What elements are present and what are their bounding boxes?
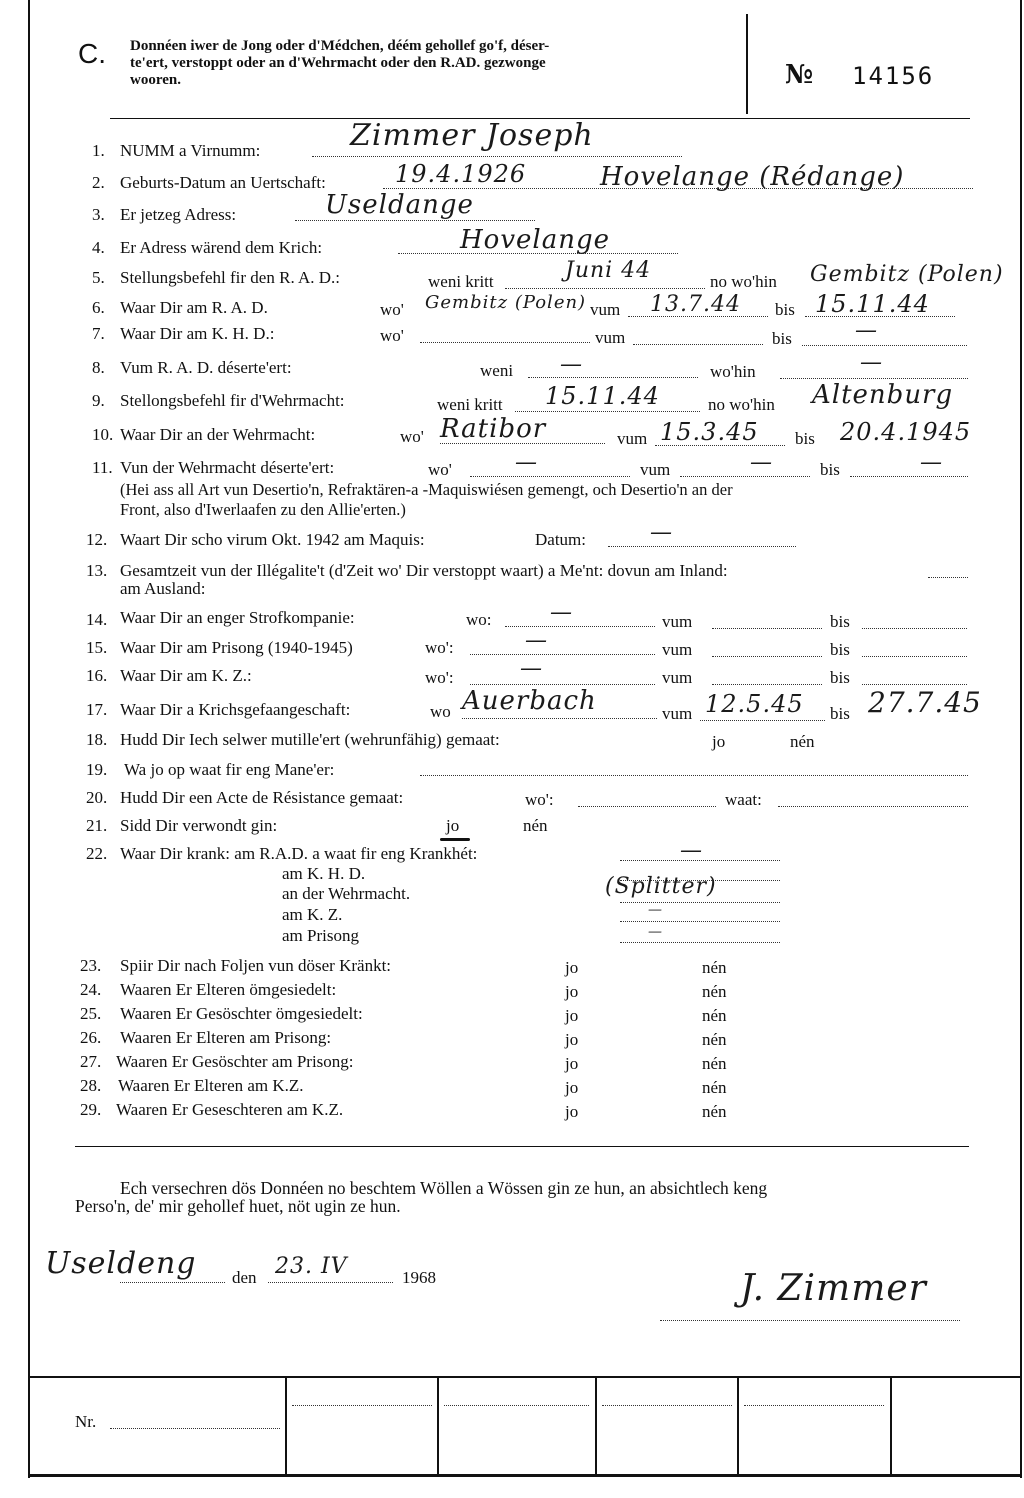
row15-bis-label: bis [830, 640, 850, 659]
row16-num: 16. [86, 666, 108, 685]
row24-num: 24. [80, 980, 102, 999]
row17-wo-value: Auerbach [462, 686, 597, 716]
number-symbol: № [785, 60, 814, 90]
row9-wohin-label: no wo'hin [708, 395, 775, 414]
footer-col5 [890, 1378, 892, 1474]
row1-line [312, 156, 682, 157]
row15-wo-line [470, 654, 655, 655]
row11-vum-line [680, 476, 810, 477]
row29-label: Waaren Er Geseschteren am K.Z. [116, 1100, 344, 1119]
row7-dash: — [855, 318, 878, 343]
row1-num: 1. [92, 141, 105, 160]
row17-wo-label: wo [430, 702, 451, 721]
row9-weni-value: 15.11.44 [545, 382, 660, 410]
footer-cell2-line [444, 1405, 589, 1406]
row6-label: Waar Dir am R. A. D. [120, 298, 268, 317]
row6-num: 6. [92, 298, 105, 317]
row10-bis-value: 20.4.1945 [840, 418, 972, 446]
row9-label: Stellongsbefehl fir d'Wehrmacht: [120, 391, 345, 410]
row3-line [295, 220, 535, 221]
row8-weni-line [528, 377, 698, 378]
row5-weni-line [505, 288, 705, 289]
row17-vum-value: 12.5.45 [705, 690, 804, 718]
header-title [130, 38, 549, 89]
header-letter: C. [78, 38, 106, 69]
row18-label: Hudd Dir Iech selwer mutille'ert (wehrunfähig) gemaat: [120, 730, 500, 749]
row3-num: 3. [92, 205, 105, 224]
row17-wo-line [462, 718, 657, 719]
row13-inland-line [928, 577, 968, 578]
row16-wo-line [470, 684, 655, 685]
row22-sub2: an der Wehrmacht. [282, 884, 411, 903]
footer-col1 [285, 1378, 287, 1474]
row10-label: Waar Dir an der Wehrmacht: [120, 425, 316, 444]
row7-bis-line [802, 345, 967, 346]
declaration-line2: Perso'n, de' mir gehollef huet, nöt ugin ze hun. [75, 1196, 401, 1216]
row15-vum-line [712, 656, 822, 657]
row16-label: Waar Dir am K. Z.: [120, 666, 252, 685]
row4-address-value: Hovelange [460, 225, 610, 255]
signoff-place-line [120, 1282, 225, 1283]
row26-nen: nén [702, 1030, 727, 1049]
row4-label: Er Adress wärend dem Krich: [120, 238, 323, 257]
header-divider [746, 14, 748, 114]
row28-num: 28. [80, 1076, 102, 1095]
row3-address-value: Useldange [325, 190, 474, 220]
row6-wo-value: Gembitz (Polen) [425, 292, 587, 313]
row22-dash3: — [648, 924, 663, 940]
row16-bis-label: bis [830, 668, 850, 687]
row25-label: Waaren Er Gesöschter ömgesiedelt: [120, 1004, 363, 1023]
row24-nen: nén [702, 982, 727, 1001]
row13-ausland-label: am Ausland: [120, 579, 206, 598]
row9-weni-line [515, 411, 700, 412]
row20-label: Hudd Dir een Acte de Résistance gemaat: [120, 788, 404, 807]
row5-weni-value: Juni 44 [565, 258, 652, 283]
row9-wohin-value: Altenburg [812, 380, 954, 410]
row14-num: 14. [86, 610, 108, 629]
row20-wo-label: wo': [525, 790, 554, 809]
row22-sub3-line [620, 921, 780, 922]
row7-vum-label: vum [595, 328, 626, 347]
row6-bis-value: 15.11.44 [815, 290, 930, 318]
row2-date-value: 19.4.1926 [395, 160, 527, 188]
row15-label: Waar Dir am Prisong (1940-1945) [120, 638, 353, 657]
row10-vum-label: vum [617, 429, 648, 448]
row20-num: 20. [86, 788, 108, 807]
signoff-den: den [232, 1268, 257, 1287]
row26-num: 26. [80, 1028, 102, 1047]
row5-wohin-label: no wo'hin [710, 272, 777, 291]
header-title-line3: wooren. [130, 72, 181, 88]
row11-dash1: — [515, 450, 538, 475]
row11-bis-label: bis [820, 460, 840, 479]
row25-jo: jo [565, 1006, 579, 1025]
row6-bis-label: bis [775, 300, 795, 319]
footer-cell4-line [744, 1405, 884, 1406]
frame-right [1020, 0, 1022, 1478]
row8-dash1: — [560, 352, 583, 377]
row15-vum-label: vum [662, 640, 693, 659]
row7-wo-label: wo' [380, 326, 404, 345]
row18-nen: nén [790, 732, 815, 751]
row15-wo-label: wo': [425, 638, 454, 657]
row1-name-value: Zimmer Joseph [350, 118, 594, 153]
row8-label: Vum R. A. D. déserte'ert: [120, 358, 292, 377]
signoff-date-line [268, 1282, 393, 1283]
row8-wohin-label: wo'hin [710, 362, 756, 381]
declaration-line1: Ech versechren dös Donnéen no beschtem Wöllen a Wössen gin ze hun, an absichtlech keng [120, 1178, 768, 1198]
footer-col3 [595, 1378, 597, 1474]
row10-vum-value: 15.3.45 [660, 418, 759, 446]
row6-vum-value: 13.7.44 [650, 292, 741, 317]
row11-wo-line [470, 476, 630, 477]
row23-jo: jo [565, 958, 579, 977]
footer-col2 [437, 1378, 439, 1474]
row16-wo-label: wo': [425, 668, 454, 687]
row27-jo: jo [565, 1054, 579, 1073]
row5-num: 5. [92, 268, 105, 287]
row12-label: Waart Dir scho virum Okt. 1942 am Maquis: [120, 530, 425, 549]
footer-table-top [28, 1376, 1022, 1378]
row20-waat-label: waat: [725, 790, 762, 809]
row22-num: 22. [86, 844, 108, 863]
row21-jo: jo [446, 816, 460, 835]
row11-note-line2: Front, also d'Iwerlaafen zu den Allie'erten.) [120, 500, 406, 519]
row7-bis-label: bis [772, 329, 792, 348]
row2-num: 2. [92, 173, 105, 192]
signature: J. Zimmer [740, 1268, 927, 1309]
row9-weni-label: weni kritt [437, 395, 503, 414]
row10-bis-label: bis [795, 429, 815, 448]
row23-nen: nén [702, 958, 727, 977]
row8-wohin-line [780, 378, 968, 379]
row17-num: 17. [86, 700, 108, 719]
row19-label: Wa jo op waat fir eng Mane'er: [124, 760, 335, 779]
row18-num: 18. [86, 730, 108, 749]
row27-num: 27. [80, 1052, 102, 1071]
row22-dash2: — [648, 902, 663, 918]
row7-vum-line [633, 344, 763, 345]
row24-label: Waaren Er Elteren ömgesiedelt: [120, 980, 337, 999]
row10-wo-line [440, 443, 605, 444]
row8-dash2: — [860, 350, 883, 375]
row22-sub3: am K. Z. [282, 905, 343, 924]
row14-label: Waar Dir an enger Strofkompanie: [120, 608, 355, 627]
row17-vum-label: vum [662, 704, 693, 723]
signoff-place: Useldeng [45, 1246, 197, 1281]
row16-vum-line [712, 684, 822, 685]
row14-dash: — [550, 600, 573, 625]
row2-place-value: Hovelange (Rédange) [600, 162, 905, 192]
row2-label: Geburts-Datum an Uertschaft: [120, 173, 326, 192]
row19-num: 19. [86, 760, 108, 779]
row11-vum-label: vum [640, 460, 671, 479]
row25-num: 25. [80, 1004, 102, 1023]
row13-num: 13. [86, 561, 108, 580]
row14-bis-line [862, 628, 967, 629]
row24-jo: jo [565, 982, 579, 1001]
row21-label: Sidd Dir verwondt gin: [120, 816, 278, 835]
row28-label: Waaren Er Elteren am K.Z. [118, 1076, 304, 1095]
row5-wohin-value: Gembitz (Polen) [810, 262, 1004, 287]
row21-num: 21. [86, 816, 108, 835]
footer-cell1-line [292, 1405, 432, 1406]
form-number: 14156 [852, 62, 935, 90]
row17-bis-label: bis [830, 704, 850, 723]
row12-datum-label: Datum: [535, 530, 586, 549]
row16-vum-label: vum [662, 668, 693, 687]
row28-jo: jo [565, 1078, 579, 1097]
signature-line [660, 1320, 960, 1321]
row20-wo-line [578, 806, 716, 807]
row23-label: Spiir Dir nach Foljen vun döser Kränkt: [120, 956, 392, 975]
row22-label: Waar Dir krank: am R.A.D. a waat fir eng Krankhét: [120, 844, 478, 863]
row22-sub4: am Prisong [282, 926, 359, 945]
row14-vum-label: vum [662, 612, 693, 631]
row3-label: Er jetzeg Adress: [120, 205, 237, 224]
footer-nr-line [110, 1428, 280, 1429]
signoff-year: 1968 [402, 1268, 436, 1287]
row11-dash3: — [920, 450, 943, 475]
row6-vum-label: vum [590, 300, 621, 319]
row26-jo: jo [565, 1030, 579, 1049]
row8-num: 8. [92, 358, 105, 377]
row8-weni-label: weni [480, 361, 514, 380]
row12-datum-line [608, 546, 796, 547]
row21-nen: nén [523, 816, 548, 835]
row10-wo-value: Ratibor [440, 414, 547, 444]
row27-label: Waaren Er Gesöschter am Prisong: [116, 1052, 354, 1071]
row22-sub2-line [620, 902, 780, 903]
row25-nen: nén [702, 1006, 727, 1025]
row16-bis-line [862, 684, 967, 685]
footer-col4 [737, 1378, 739, 1474]
row27-nen: nén [702, 1054, 727, 1073]
row7-wo-line [420, 342, 590, 343]
row15-num: 15. [86, 638, 108, 657]
row11-label: Vun der Wehrmacht déserte'ert: [120, 458, 335, 477]
row15-dash: — [525, 628, 548, 653]
row14-vum-line [712, 628, 822, 629]
row17-vum-line [700, 720, 825, 721]
row12-num: 12. [86, 530, 108, 549]
header-title-line1: Donnéen iwer de Jong oder d'Médchen, déém gehollef go'f, déser- [130, 38, 550, 54]
row14-wo-line [505, 626, 655, 627]
row28-nen: nén [702, 1078, 727, 1097]
row23-num: 23. [80, 956, 102, 975]
row11-num: 11. [92, 458, 113, 477]
row1-label: NUMM a Virnumm: [120, 141, 261, 160]
frame-bottom [28, 1474, 1022, 1477]
row22-sub1: am K. H. D. [282, 864, 366, 883]
row19-line [420, 775, 968, 776]
row7-num: 7. [92, 324, 105, 343]
row17-bis-value: 27.7.45 [868, 686, 982, 719]
row4-num: 4. [92, 238, 105, 257]
row14-wo-label: wo: [466, 610, 492, 629]
row5-weni-label: weni kritt [428, 272, 494, 291]
row10-num: 10. [92, 425, 114, 444]
section-divider [75, 1146, 969, 1147]
row26-label: Waaren Er Elteren am Prisong: [120, 1028, 332, 1047]
row11-note-line1: (Hei ass all Art vun Desertio'n, Refraktären-a -Maquiswiésen gemengt, och Desertio'n an der [120, 480, 733, 499]
row5-label: Stellungsbefehl fir den R. A. D.: [120, 268, 341, 287]
row16-dash: — [520, 656, 543, 681]
row6-wo-label: wo' [380, 300, 404, 319]
row10-wo-label: wo' [400, 427, 424, 446]
row29-num: 29. [80, 1100, 102, 1119]
row11-dash2: — [750, 450, 773, 475]
header-title-line2: te'ert, verstoppt oder an d'Wehrmacht oder den R.AD. gezwonge [130, 55, 546, 71]
row29-jo: jo [565, 1102, 579, 1121]
row21-jo-underline [440, 838, 470, 841]
footer-nr: Nr. [75, 1412, 97, 1431]
row22-sub2-value: (Splitter) [605, 874, 717, 899]
row14-bis-label: bis [830, 612, 850, 631]
row13-label: Gesamtzeit vun der Illégalite't (d'Zeit wo' Dir verstoppt waart) a Me'nt: dovun am Inland: [120, 561, 728, 580]
row18-jo: jo [712, 732, 726, 751]
signoff-date: 23. IV [275, 1254, 348, 1279]
row15-bis-line [862, 656, 967, 657]
row7-label: Waar Dir am K. H. D.: [120, 324, 275, 343]
row17-label: Waar Dir a Krichsgefaangeschaft: [120, 700, 351, 719]
row20-waat-line [778, 806, 968, 807]
frame-left [28, 0, 30, 1478]
footer-cell3-line [602, 1405, 732, 1406]
row12-dash: — [650, 520, 673, 545]
row22-dash1: — [680, 838, 703, 863]
row22-sub4-line [620, 942, 780, 943]
row9-num: 9. [92, 391, 105, 410]
row11-bis-line [850, 476, 968, 477]
row29-nen: nén [702, 1102, 727, 1121]
row11-wo-label: wo' [428, 460, 452, 479]
